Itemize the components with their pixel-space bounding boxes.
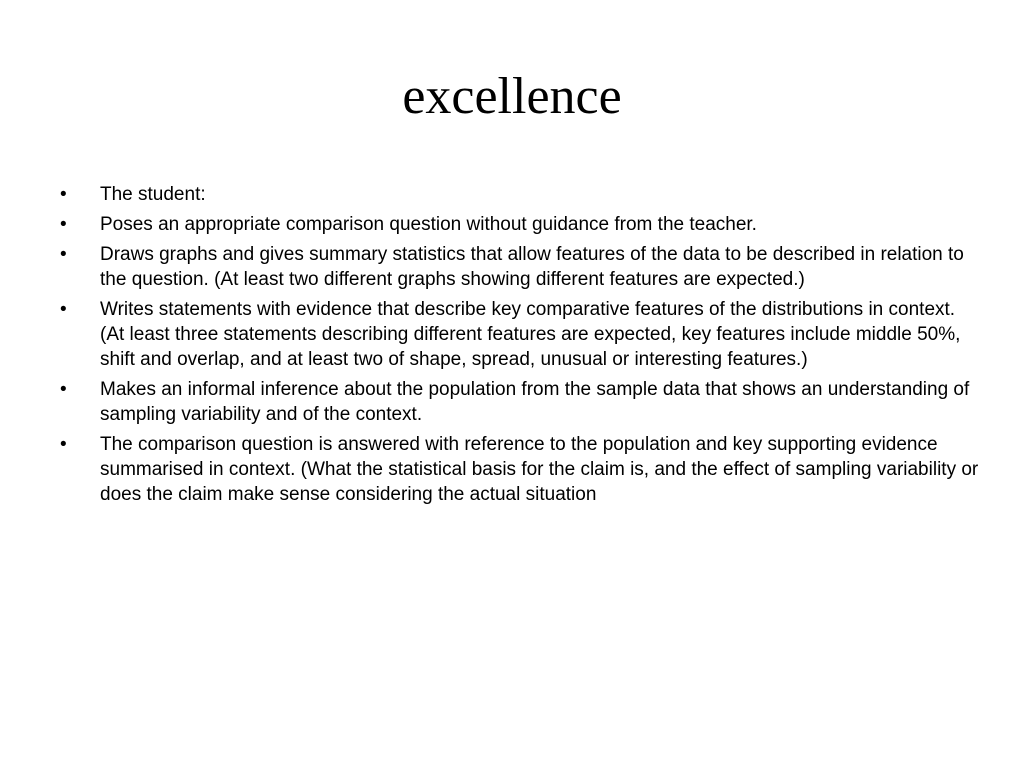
bullet-list — [56, 182, 980, 512]
bullet-icon: • — [60, 244, 67, 265]
bullet-item — [56, 212, 980, 237]
bullet-item — [56, 432, 980, 507]
slide-title: excellence — [402, 68, 622, 125]
bullet-icon: • — [60, 434, 67, 455]
bullet-text: Writes statements with evidence that describe key comparative features of the distributions in context. (At least three statements describing different features are expected, key features include middle 50%, shift and overlap, and at least two of shape, spread, unusual or interesting features.) — [100, 299, 961, 370]
bullet-icon: • — [60, 184, 67, 205]
bullet-item — [56, 242, 980, 292]
bullet-icon: • — [60, 299, 67, 320]
bullet-item — [56, 182, 980, 207]
bullet-item — [56, 377, 980, 427]
bullet-text: The student: — [100, 184, 206, 205]
bullet-item — [56, 297, 980, 372]
bullet-text: The comparison question is answered with reference to the population and key supporting evidence summarised in context. (What the statistical basis for the claim is, and the effect of sampling variability or does the claim make sense considering the actual situation — [100, 434, 979, 505]
bullet-icon: • — [60, 379, 67, 400]
bullet-text: Draws graphs and gives summary statistics that allow features of the data to be described in relation to the question. (At least two different graphs showing different features are expected.) — [100, 244, 964, 290]
bullet-text: Makes an informal inference about the population from the sample data that shows an understanding of sampling variability and of the context. — [100, 379, 970, 425]
bullet-icon: • — [60, 214, 67, 235]
bullet-text: Poses an appropriate comparison question without guidance from the teacher. — [100, 214, 757, 235]
